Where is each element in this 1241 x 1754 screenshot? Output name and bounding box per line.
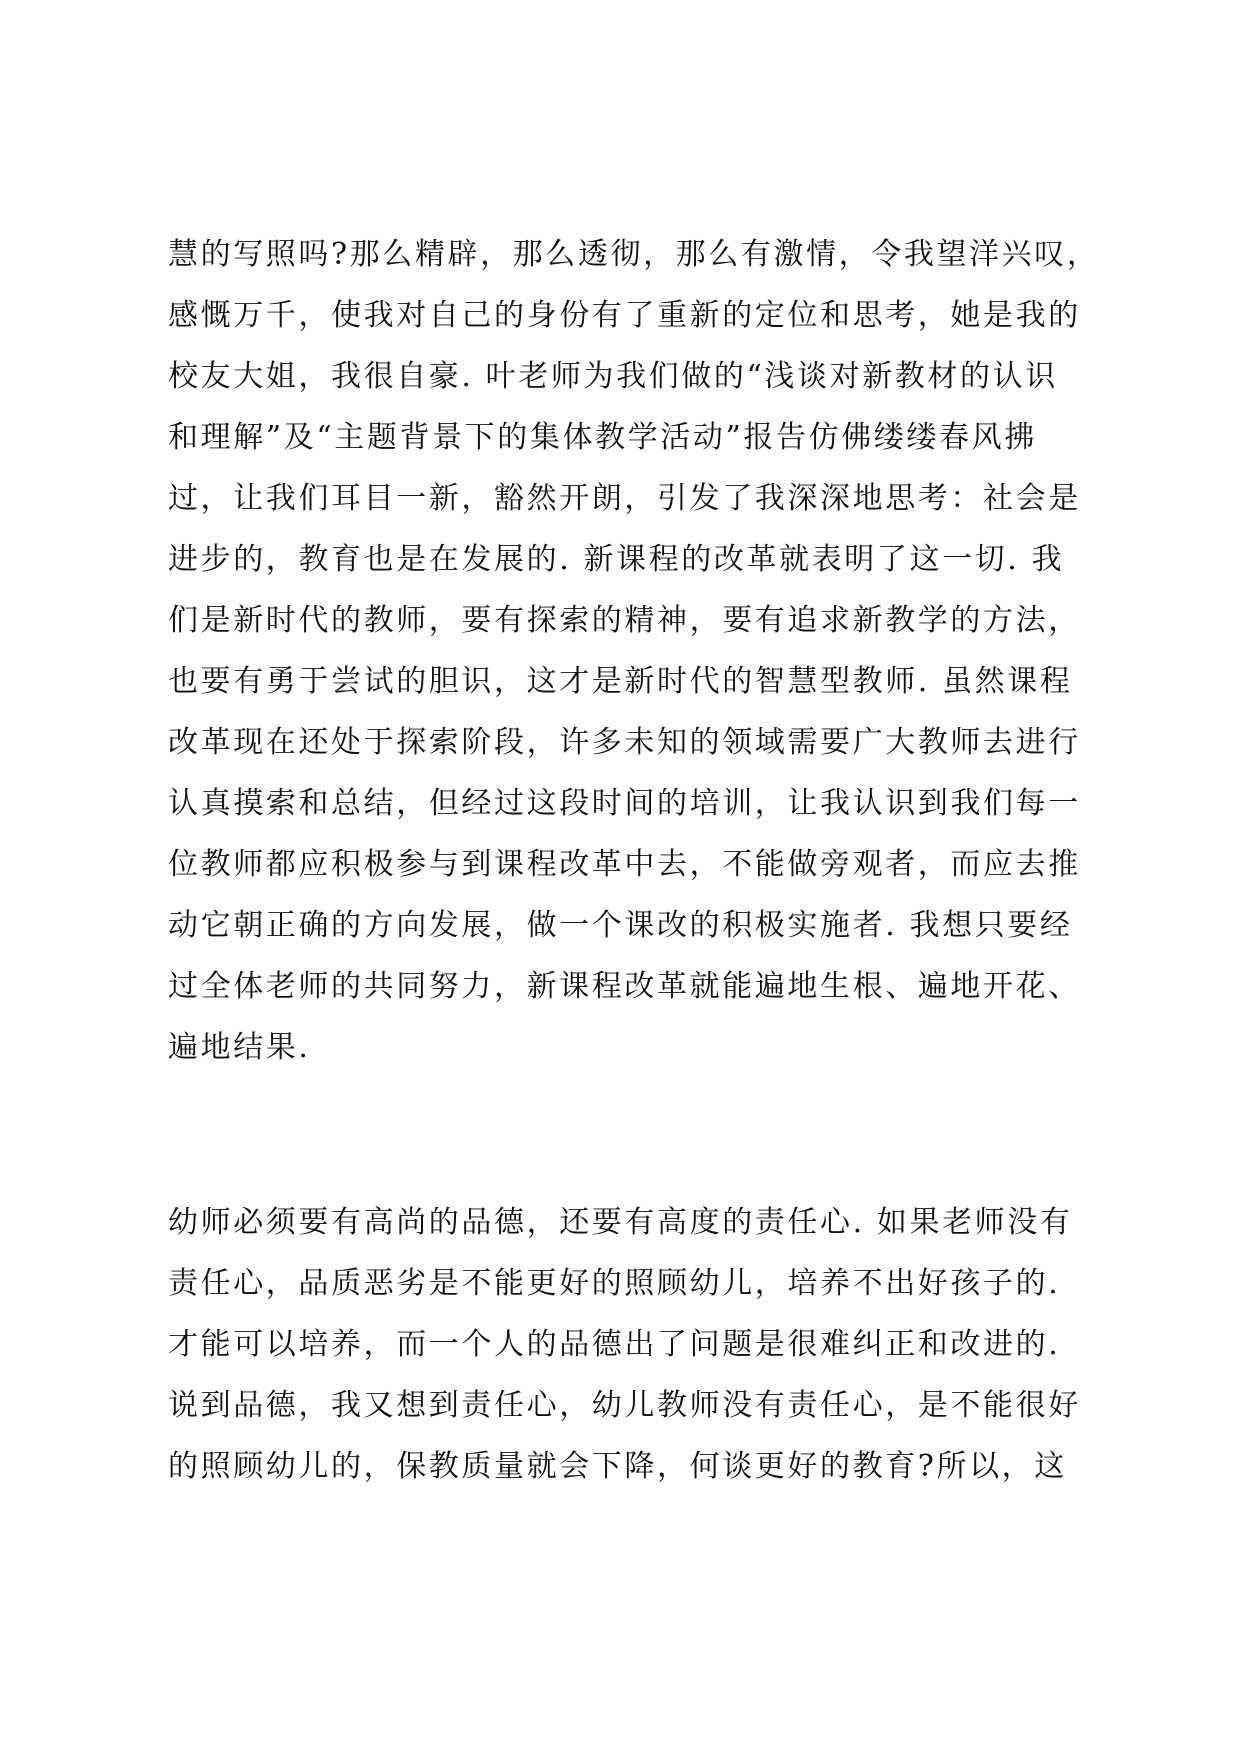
text-line: 过，让我们耳目一新，豁然开朗，引发了我深深地思考：社会是 [168, 481, 1081, 516]
text-line: 和理解”及“主题背景下的集体教学活动”报告仿佛缕缕春风拂 [168, 420, 1037, 455]
text-line: 改革现在还处于探索阶段，许多未知的领域需要广大教师去进行 [168, 725, 1081, 760]
text-line: 遍地结果. [168, 1030, 311, 1065]
text-line: 动它朝正确的方向发展，做一个课改的积极实施者. 我想只要经 [168, 908, 1073, 943]
text-line: 责任心，品质恶劣是不能更好的照顾幼儿，培养不出好孩子的. [168, 1266, 1061, 1301]
paragraph-2 [168, 1192, 1093, 1497]
text-line: 过全体老师的共同努力，新课程改革就能遍地生根、遍地开花、 [168, 969, 1081, 1004]
text-line: 认真摸索和总结，但经过这段时间的培训，让我认识到我们每一 [168, 786, 1081, 821]
text-line: 位教师都应积极参与到课程改革中去，不能做旁观者，而应去推 [168, 847, 1081, 882]
text-line: 慧的写照吗?那么精辟，那么透彻，那么有激情，令我望洋兴叹， [168, 237, 1100, 272]
text-line: 校友大姐，我很自豪. 叶老师为我们做的“浅谈对新教材的认识 [168, 359, 1058, 394]
text-line: 们是新时代的教师，要有探索的精神，要有追求新教学的方法， [168, 603, 1081, 638]
text-line: 幼师必须要有高尚的品德，还要有高度的责任心. 如果老师没有 [168, 1205, 1073, 1240]
text-line: 的照顾幼儿的，保教质量就会下降，何谈更好的教育?所以，这 [168, 1449, 1067, 1484]
text-line: 进步的，教育也是在发展的. 新课程的改革就表明了这一切. 我 [168, 542, 1065, 577]
text-line: 感慨万千，使我对自己的身份有了重新的定位和思考，她是我的 [168, 298, 1081, 333]
text-line: 说到品德，我又想到责任心，幼儿教师没有责任心，是不能很好 [168, 1388, 1081, 1423]
paragraph-1 [168, 224, 1100, 1078]
text-line: 也要有勇于尝试的胆识，这才是新时代的智慧型教师. 虽然课程 [168, 664, 1073, 699]
text-line: 才能可以培养，而一个人的品德出了问题是很难纠正和改进的. [168, 1327, 1061, 1362]
